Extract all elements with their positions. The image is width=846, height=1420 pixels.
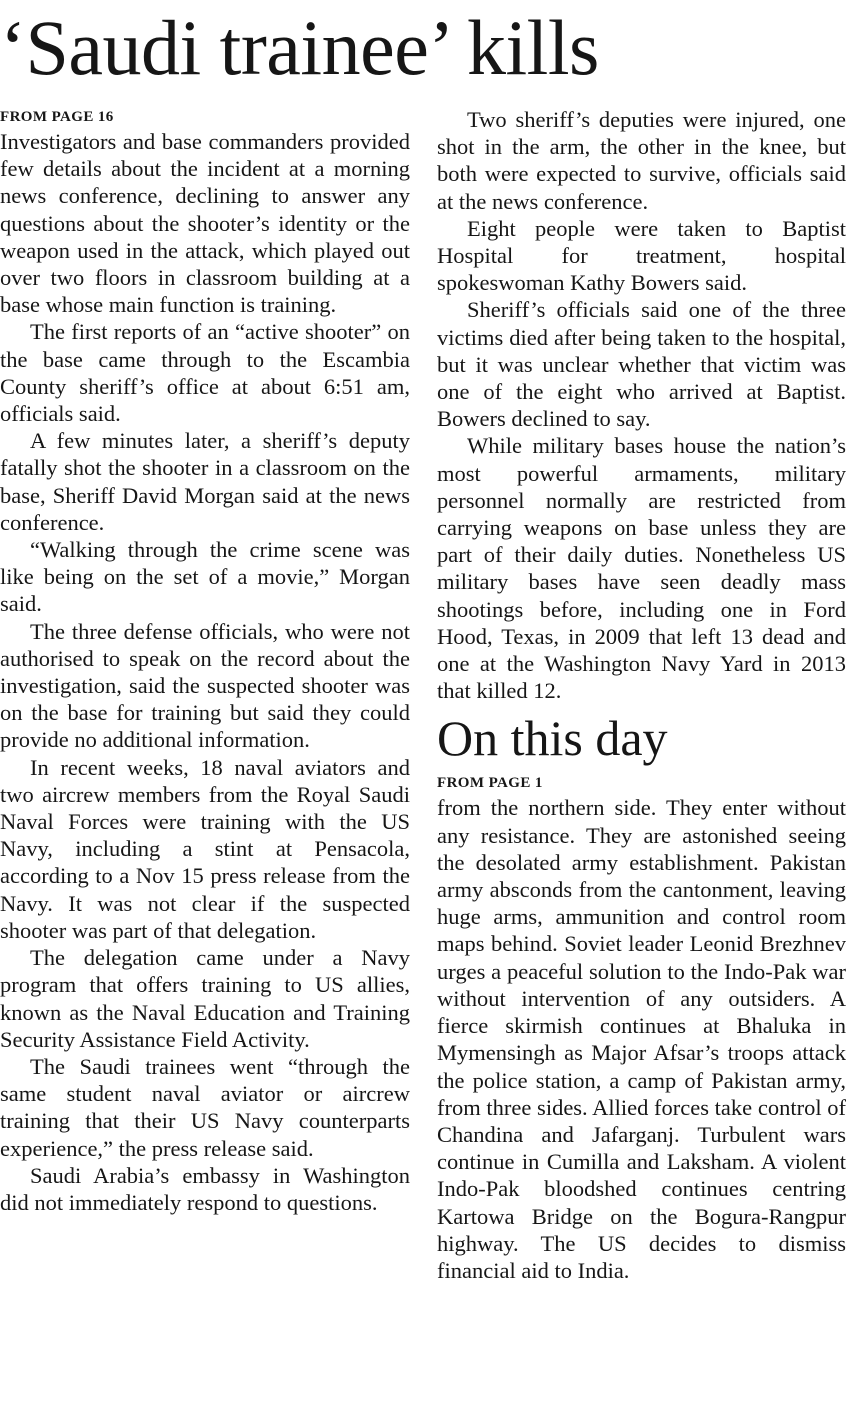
section-paragraph: from the northern side. They enter without any resistance. They are astonished seeing the desolated army establishment. Pakistan army absconds from the cantonment, leaving huge arms, ammunition and control room maps behind. Soviet leader Leonid Brezhnev urges a peaceful solution to the Indo-Pak war without intervention of any outsiders. A fierce skirmish continues at Bhaluka in Mymensingh as Major Afsar’s troops attack the police station, a camp of Pakistan army, from three sides. Allied forces take control of Chandina and Jafarganj. Turbulent wars continue in Cumilla and Laksham. A violent Indo-Pak bloodshed continues centring Kartowa Bridge on the Bogura-Rangpur highway. The US decides to dismiss financial aid to India.	[437, 795, 846, 1283]
article-paragraph: While military bases house the nation’s most powerful armaments, military personnel normally are restricted from carrying weapons on base unless they are part of their daily duties. Nonetheless US military bases have seen deadly mass shootings before, including one in Ford Hood, Texas, in 2009 that left 13 dead and one at the Washington Navy Yard in 2013 that killed 12.	[437, 433, 846, 704]
article-paragraph: The delegation came under a Navy program that offers training to US allies, known as the Naval Education and Training Security Assistance Field Activity.	[0, 945, 410, 1052]
article-paragraph: Two sheriff’s deputies were injured, one shot in the arm, the other in the knee, but both were expected to survive, officials said at the news conference.	[437, 107, 846, 214]
article-paragraph: The first reports of an “active shooter” on the base came through to the Escambia County sheriff’s office at about 6:51 am, officials said.	[0, 319, 410, 427]
article-paragraph: Eight people were taken to Baptist Hospital for treatment, hospital spokeswoman Kathy Bowers said.	[437, 215, 846, 296]
left-column	[0, 106, 410, 1216]
continuation-kicker: FROM PAGE 16	[0, 109, 114, 125]
article-paragraph: The three defense officials, who were not authorised to speak on the record about the investigation, said the suspected shooter was on the base for training but said they could provide no additional information.	[0, 618, 410, 753]
section-title: On this day	[437, 710, 668, 767]
article-paragraph: “Walking through the crime scene was like being on the set of a movie,” Morgan said.	[0, 537, 410, 617]
article-paragraph: Investigators and base commanders provided few details about the incident at a morning news conference, declining to answer any questions about the shooter’s identity or the weapon used in the attack, which played out over two floors in classroom building at a base whose main function is training.	[0, 129, 410, 318]
article-paragraph: Sheriff’s officials said one of the three victims died after being taken to the hospital, but it was unclear whether that victim was one of the eight who arrived at Baptist. Bowers declined to say.	[437, 297, 846, 432]
article-paragraph: Saudi Arabia’s embassy in Washington did not immediately respond to questions.	[0, 1162, 410, 1215]
article-paragraph: In recent weeks, 18 naval aviators and two aircrew members from the Royal Saudi Naval Forces were training with the US Navy, including a stint at Pensacola, according to a Nov 15 press release from the Navy. It was not clear if the suspected shooter was part of that delegation.	[0, 754, 410, 943]
headline: ‘Saudi trainee’ kills	[0, 4, 599, 91]
article-paragraph: A few minutes later, a sheriff’s deputy fatally shot the shooter in a classroom on the base, Sheriff David Morgan said at the news conference.	[0, 428, 410, 535]
section-kicker: FROM PAGE 1	[437, 775, 543, 792]
right-column	[437, 106, 846, 1284]
article-paragraph: The Saudi trainees went “through the same student naval aviator or aircrew training that their US Navy counterparts experience,” the press release said.	[0, 1053, 410, 1161]
